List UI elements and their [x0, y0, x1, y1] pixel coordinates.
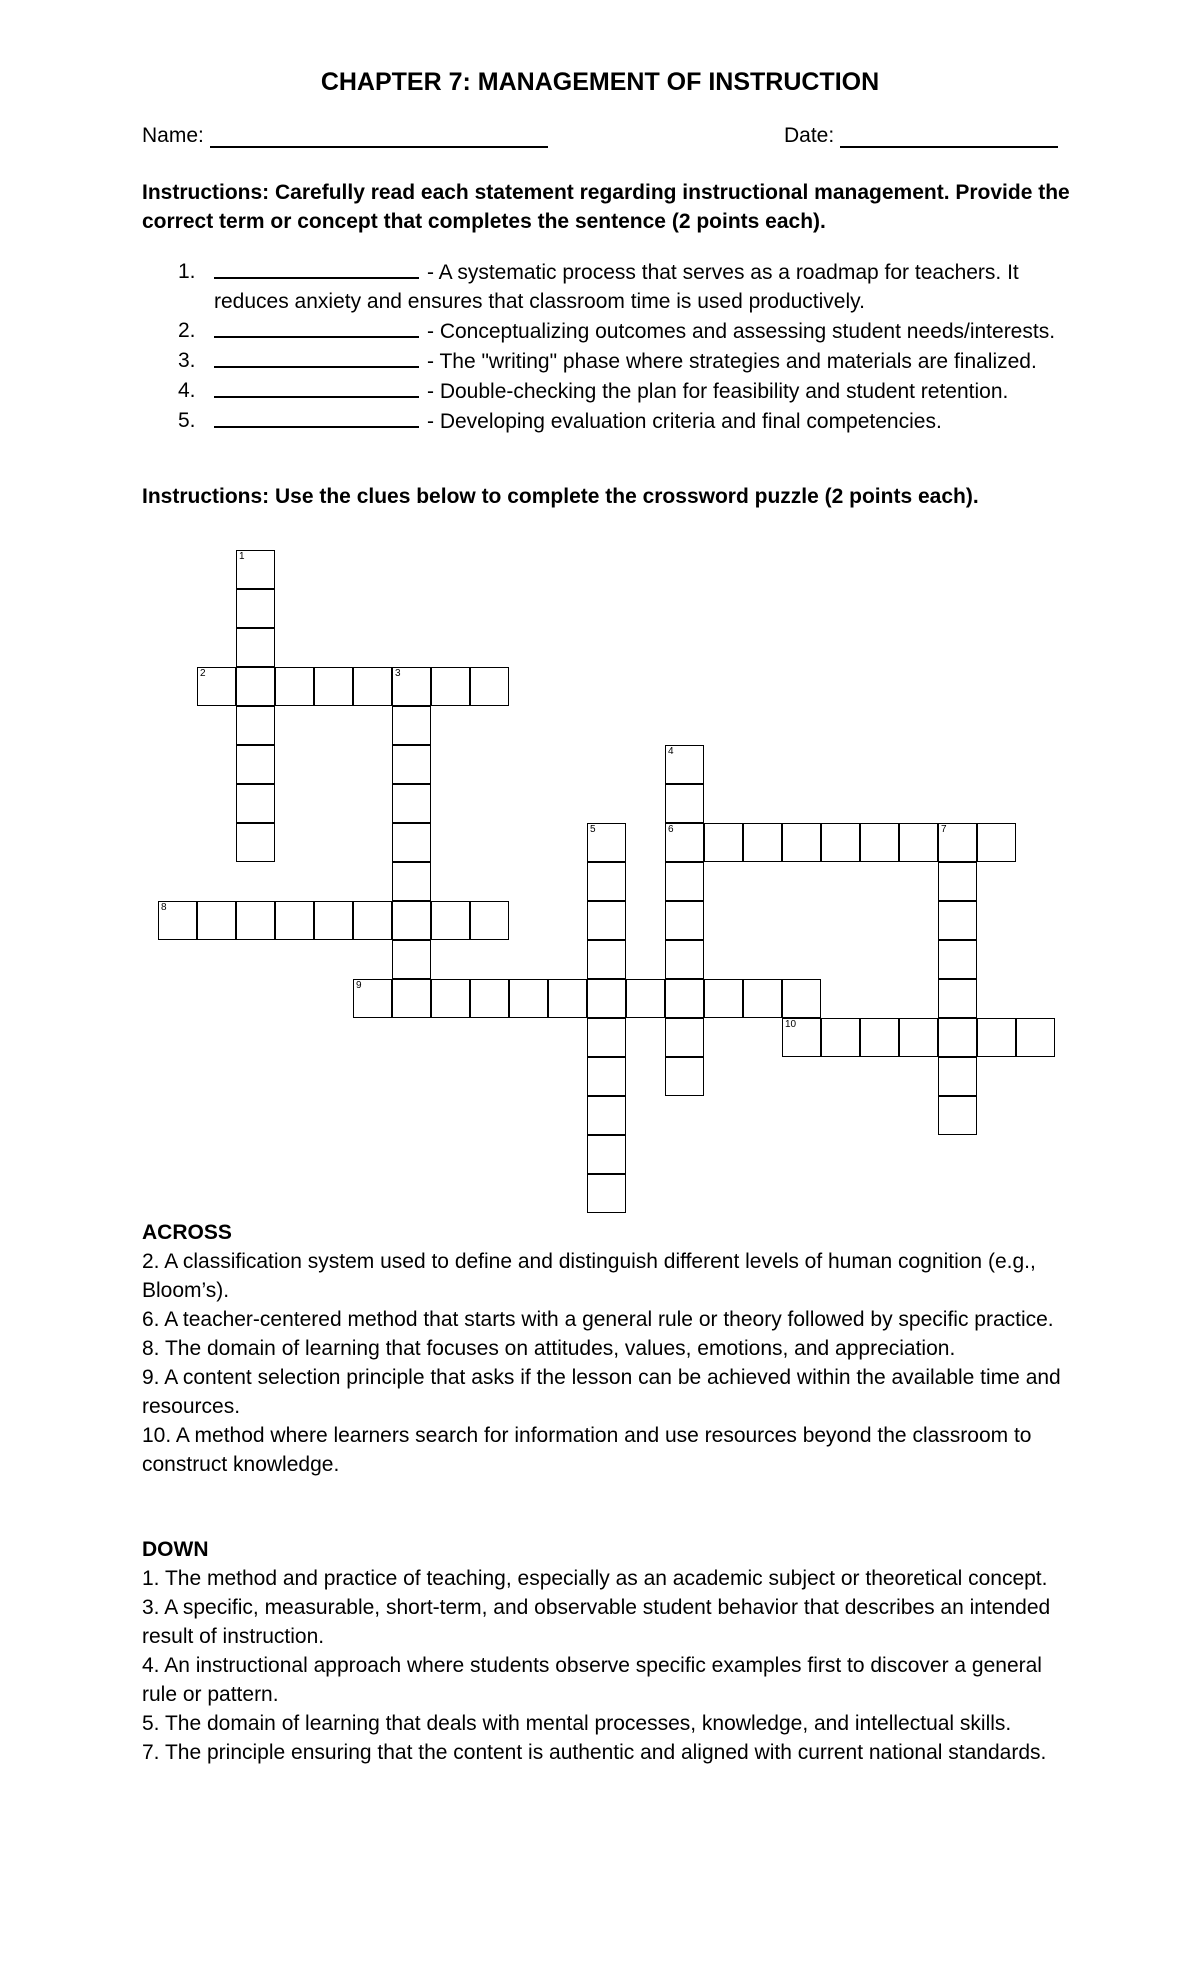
- crossword-cell[interactable]: [938, 1096, 977, 1135]
- crossword-cell[interactable]: [821, 1018, 860, 1057]
- crossword-cell[interactable]: [275, 667, 314, 706]
- crossword-cell[interactable]: [665, 784, 704, 823]
- crossword-cell[interactable]: [782, 979, 821, 1018]
- across-clue: 8. The domain of learning that focuses on attitudes, values, emotions, and appreciation.: [142, 1337, 956, 1360]
- question-text: - Conceptualizing outcomes and assessing student needs/interests.: [427, 320, 1056, 343]
- crossword-cell[interactable]: [392, 901, 431, 940]
- crossword-clue-number: 1: [239, 551, 245, 562]
- crossword-cell[interactable]: [587, 862, 626, 901]
- crossword-cell[interactable]: [236, 823, 275, 862]
- crossword-clue-number: 5: [590, 824, 596, 835]
- crossword-clue-number: 2: [200, 668, 206, 679]
- question-number: 2.: [178, 319, 196, 342]
- crossword-cell[interactable]: [236, 784, 275, 823]
- crossword-cell[interactable]: [626, 979, 665, 1018]
- crossword-cell[interactable]: [314, 901, 353, 940]
- question-number: 4.: [178, 379, 196, 402]
- crossword-cell[interactable]: [236, 901, 275, 940]
- section2-instructions: Instructions: Use the clues below to complete the crossword puzzle (2 points each).: [142, 485, 979, 508]
- crossword-cell[interactable]: [236, 745, 275, 784]
- crossword-cell[interactable]: [509, 979, 548, 1018]
- across-clue: 6. A teacher-centered method that starts with a general rule or theory followed by specific practice.: [142, 1308, 1054, 1331]
- crossword-cell[interactable]: [392, 823, 431, 862]
- crossword-cell[interactable]: [1016, 1018, 1055, 1057]
- page-title: CHAPTER 7: MANAGEMENT OF INSTRUCTION: [320, 68, 880, 96]
- down-clue: 5. The domain of learning that deals with mental processes, knowledge, and intellectual skills.: [142, 1712, 1012, 1735]
- crossword-cell[interactable]: [704, 823, 743, 862]
- down-clue: 3. A specific, measurable, short-term, and observable student behavior that describes an intended result of instruction.: [142, 1596, 1051, 1648]
- crossword-cell[interactable]: [197, 901, 236, 940]
- crossword-cell[interactable]: [236, 628, 275, 667]
- crossword-cell[interactable]: [236, 589, 275, 628]
- crossword-cell[interactable]: [665, 1057, 704, 1096]
- name-label: Name:: [142, 124, 204, 147]
- crossword-cell[interactable]: [938, 979, 977, 1018]
- crossword-clue-number: 4: [668, 746, 674, 757]
- crossword-clue-number: 7: [941, 824, 947, 835]
- crossword-clue-number: 6: [668, 824, 674, 835]
- crossword-cell[interactable]: [470, 979, 509, 1018]
- question-number: 5.: [178, 409, 196, 432]
- down-clue: 1. The method and practice of teaching, especially as an academic subject or theoretical concept.: [142, 1567, 1048, 1590]
- across-clue: 10. A method where learners search for information and use resources beyond the classroom to construct knowledge.: [142, 1424, 1032, 1476]
- crossword-cell[interactable]: [587, 1096, 626, 1135]
- crossword-cell[interactable]: [275, 901, 314, 940]
- crossword-cell[interactable]: [353, 667, 392, 706]
- crossword-clue-number: 9: [356, 980, 362, 991]
- crossword-cell[interactable]: [587, 1057, 626, 1096]
- crossword-cell[interactable]: [665, 1018, 704, 1057]
- crossword-cell[interactable]: [431, 667, 470, 706]
- crossword-cell[interactable]: [938, 862, 977, 901]
- across-heading: ACROSS: [142, 1221, 232, 1244]
- across-clues: [142, 1218, 1082, 1479]
- crossword-cell[interactable]: [548, 979, 587, 1018]
- crossword-cell[interactable]: [431, 901, 470, 940]
- date-label: Date:: [784, 124, 835, 147]
- down-heading: DOWN: [142, 1538, 209, 1561]
- crossword-cell[interactable]: [938, 1018, 977, 1057]
- crossword-cell[interactable]: [665, 862, 704, 901]
- crossword-cell[interactable]: [665, 940, 704, 979]
- crossword-cell[interactable]: [587, 901, 626, 940]
- crossword-cell[interactable]: [236, 706, 275, 745]
- crossword-cell[interactable]: [938, 940, 977, 979]
- crossword-cell[interactable]: [392, 784, 431, 823]
- crossword-cell[interactable]: [431, 979, 470, 1018]
- crossword-cell[interactable]: [587, 979, 626, 1018]
- crossword-cell[interactable]: [587, 940, 626, 979]
- question-number: 3.: [178, 349, 196, 372]
- question-text: - Double-checking the plan for feasibility and student retention.: [427, 380, 1009, 403]
- question-text: - Developing evaluation criteria and final competencies.: [427, 410, 942, 433]
- crossword-clue-number: 3: [395, 668, 401, 679]
- down-clue: 7. The principle ensuring that the content is authentic and aligned with current national standards.: [142, 1741, 1047, 1764]
- section1-instructions: Instructions: Carefully read each statement regarding instructional management. Provide the correct term or concept that completes the sentence (2 points each).: [142, 181, 1070, 233]
- crossword-cell[interactable]: [743, 823, 782, 862]
- crossword-cell[interactable]: [860, 1018, 899, 1057]
- down-clue: 4. An instructional approach where students observe specific examples first to discover a general rule or pattern.: [142, 1654, 1042, 1706]
- crossword-cell[interactable]: [860, 823, 899, 862]
- crossword-clue-number: 10: [785, 1019, 797, 1030]
- crossword-cell[interactable]: [899, 823, 938, 862]
- crossword-cell[interactable]: [899, 1018, 938, 1057]
- crossword-cell[interactable]: [470, 667, 509, 706]
- crossword-cell[interactable]: [938, 1057, 977, 1096]
- crossword-cell[interactable]: [977, 823, 1016, 862]
- across-clue: 9. A content selection principle that asks if the lesson can be achieved within the available time and resources.: [142, 1366, 1061, 1418]
- question-number: 1.: [178, 260, 196, 283]
- crossword-cell[interactable]: [392, 706, 431, 745]
- crossword-cell[interactable]: [782, 823, 821, 862]
- crossword-cell[interactable]: [587, 1018, 626, 1057]
- crossword-cell[interactable]: [743, 979, 782, 1018]
- crossword-cell[interactable]: [236, 667, 275, 706]
- crossword-cell[interactable]: [587, 1135, 626, 1174]
- crossword-cell[interactable]: [392, 745, 431, 784]
- down-clues: [142, 1535, 1082, 1767]
- crossword-cell[interactable]: [938, 901, 977, 940]
- crossword-cell[interactable]: [665, 979, 704, 1018]
- crossword-cell[interactable]: [392, 940, 431, 979]
- crossword-cell[interactable]: [353, 901, 392, 940]
- crossword-cell[interactable]: [977, 1018, 1016, 1057]
- crossword-cell[interactable]: [587, 1174, 626, 1213]
- crossword-cell[interactable]: [392, 979, 431, 1018]
- across-clue: 2. A classification system used to define and distinguish different levels of human cognition (e.g., Bloom’s).: [142, 1250, 1036, 1302]
- question-text: - A systematic process that serves as a roadmap for teachers. It reduces anxiety and ensures that classroom time is used productively.: [214, 261, 1019, 313]
- crossword-cell[interactable]: [704, 979, 743, 1018]
- crossword-cell[interactable]: [392, 862, 431, 901]
- question-text: - The "writing" phase where strategies and materials are finalized.: [427, 350, 1037, 373]
- crossword-clue-number: 8: [161, 902, 167, 913]
- crossword-cell[interactable]: [470, 901, 509, 940]
- crossword-cell[interactable]: [314, 667, 353, 706]
- crossword-cell[interactable]: [665, 901, 704, 940]
- crossword-cell[interactable]: [821, 823, 860, 862]
